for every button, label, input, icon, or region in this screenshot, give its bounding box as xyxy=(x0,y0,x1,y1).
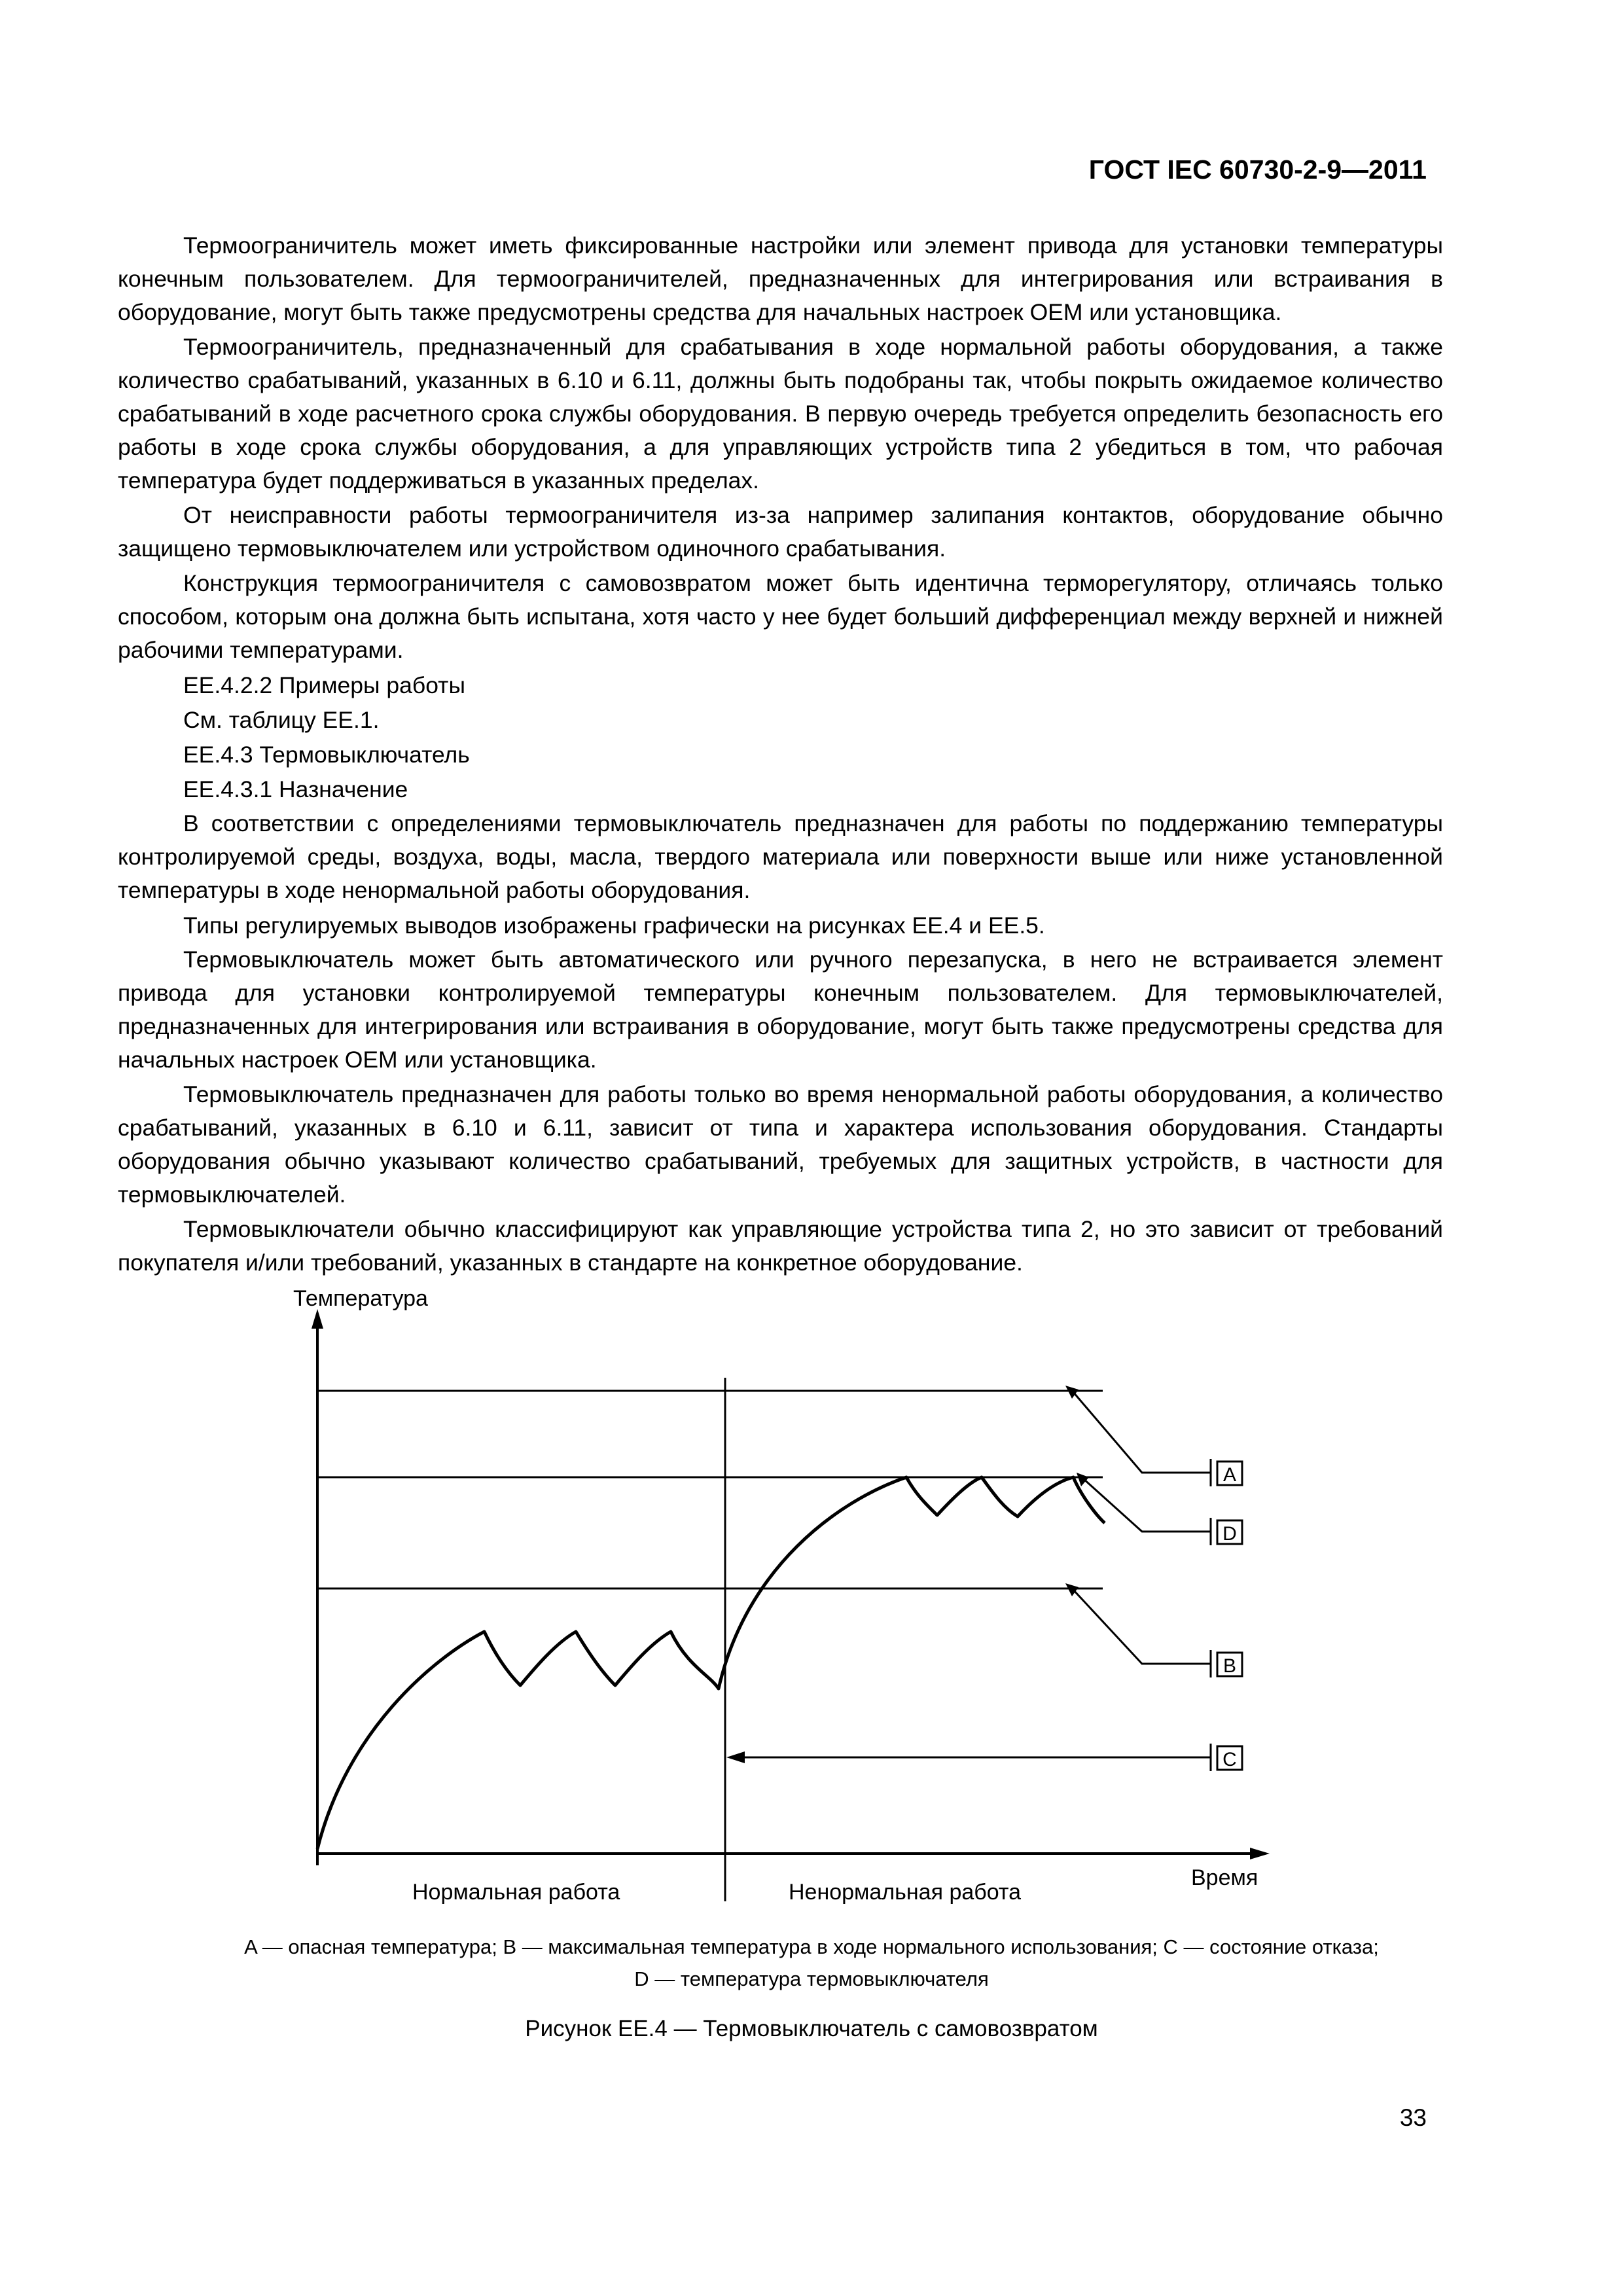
figure-ee4 xyxy=(118,1273,1296,1928)
paragraph: Конструкция термоограничителя с самовозвратом может быть идентична терморегулятору, отличаясь только способом, которым она должна быть испытана, хотя часто у нее будет больший дифференциал между верхней и нижней рабочими температурами. xyxy=(118,570,1443,663)
paragraph: Типы регулируемых выводов изображены графически на рисунках ЕЕ.4 и ЕЕ.5. xyxy=(183,912,1045,939)
page-number: 33 xyxy=(1399,2104,1427,2131)
paragraph: Термовыключатель может быть автоматического или ручного перезапуска, в него не встраивается элемент привода для установки контролируемой температуры конечным пользователем. Для термовыключателей, предназначенных для интегрирования или встраивания в оборудование, могут быть также предусмотрены средства для начальных настроек ОЕМ или установщика. xyxy=(118,946,1443,1073)
y-axis-label: Температура xyxy=(293,1286,428,1311)
leader-b xyxy=(1073,1590,1211,1664)
section-heading: ЕЕ.4.3 Термовыключатель xyxy=(183,742,470,768)
temperature-curve xyxy=(317,1477,1105,1849)
legend-line: D — температура термовыключателя xyxy=(634,1967,989,1990)
marker-a-label: A xyxy=(1222,1464,1237,1486)
section-heading: ЕЕ.4.2.2 Примеры работы xyxy=(183,672,465,698)
paragraph: Термоограничитель может иметь фиксированные настройки или элемент привода для установки температуры конечным пользователем. Для термоограничителей, предназначенных для интегрирования или встраивания в оборудование, могут быть также предусмотрены средства для начальных настроек ОЕМ или установщика. xyxy=(118,232,1443,325)
legend-line: A — опасная температура; B — максимальная температура в ходе нормального использования; C — состояние отказа; xyxy=(244,1935,1379,1958)
x-axis-arrow xyxy=(1250,1848,1270,1859)
section-heading: ЕЕ.4.3.1 Назначение xyxy=(183,776,408,802)
temperature-time-diagram xyxy=(118,1273,1296,1928)
paragraph: От неисправности работы термоограничителя из-за например залипания контактов, оборудование обычно защищено термовыключателем или устройством одиночного срабатывания. xyxy=(118,502,1443,562)
figure-legend xyxy=(0,1931,1623,1995)
figure-caption: Рисунок ЕЕ.4 — Термовыключатель с самовозвратом xyxy=(525,2016,1098,2041)
paragraph: Термовыключатель предназначен для работы только во время ненормальной работы оборудования, а количество срабатываний, указанных в 6.10 и 6.11, зависит от типа и характера использования оборудования. Стандарты оборудования обычно указывают количество срабатываний, требуемых для защитных устройств, в частности для термовыключателей. xyxy=(118,1081,1443,1208)
region-abnormal-label: Ненормальная работа xyxy=(789,1880,1021,1905)
marker-d-label: D xyxy=(1222,1523,1237,1545)
leader-d xyxy=(1083,1479,1211,1532)
marker-a xyxy=(1211,1459,1242,1486)
document-header: ГОСТ IEC 60730-2-9—2011 xyxy=(1088,154,1427,185)
marker-c-label: C xyxy=(1222,1749,1237,1770)
marker-b-label: B xyxy=(1222,1655,1237,1677)
leader-a xyxy=(1073,1392,1211,1473)
marker-d xyxy=(1211,1518,1242,1545)
paragraph: В соответствии с определениями термовыключатель предназначен для работы по поддержанию температуры контролируемой среды, воздуха, воды, масла, твердого материала или поверхности выше или ниже установленной температуры в ходе ненормальной работы оборудования. xyxy=(118,810,1443,903)
y-axis-arrow xyxy=(312,1309,323,1329)
marker-c xyxy=(1211,1744,1242,1771)
marker-b xyxy=(1211,1650,1242,1677)
x-axis-label: Время xyxy=(1191,1865,1258,1890)
paragraph: См. таблицу ЕЕ.1. xyxy=(183,707,380,733)
body-text xyxy=(118,229,1443,1281)
paragraph: Термоограничитель, предназначенный для срабатывания в ходе нормальной работы оборудования, а также количество срабатываний, указанных в 6.10 и 6.11, должны быть подобраны так, чтобы покрыть ожидаемое количество срабатываний в ходе расчетного срока службы оборудования. В первую очередь требуется определить безопасность его работы в ходе срока службы оборудования, а для управляющих устройств типа 2 убедиться в том, что рабочая температура будет поддерживаться в указанных пределах. xyxy=(118,334,1443,493)
region-normal-label: Нормальная работа xyxy=(412,1880,620,1905)
paragraph: Термовыключатели обычно классифицируют как управляющие устройства типа 2, но это зависит от требований покупателя и/или требований, указанных в стандарте на конкретное оборудование. xyxy=(118,1216,1443,1276)
